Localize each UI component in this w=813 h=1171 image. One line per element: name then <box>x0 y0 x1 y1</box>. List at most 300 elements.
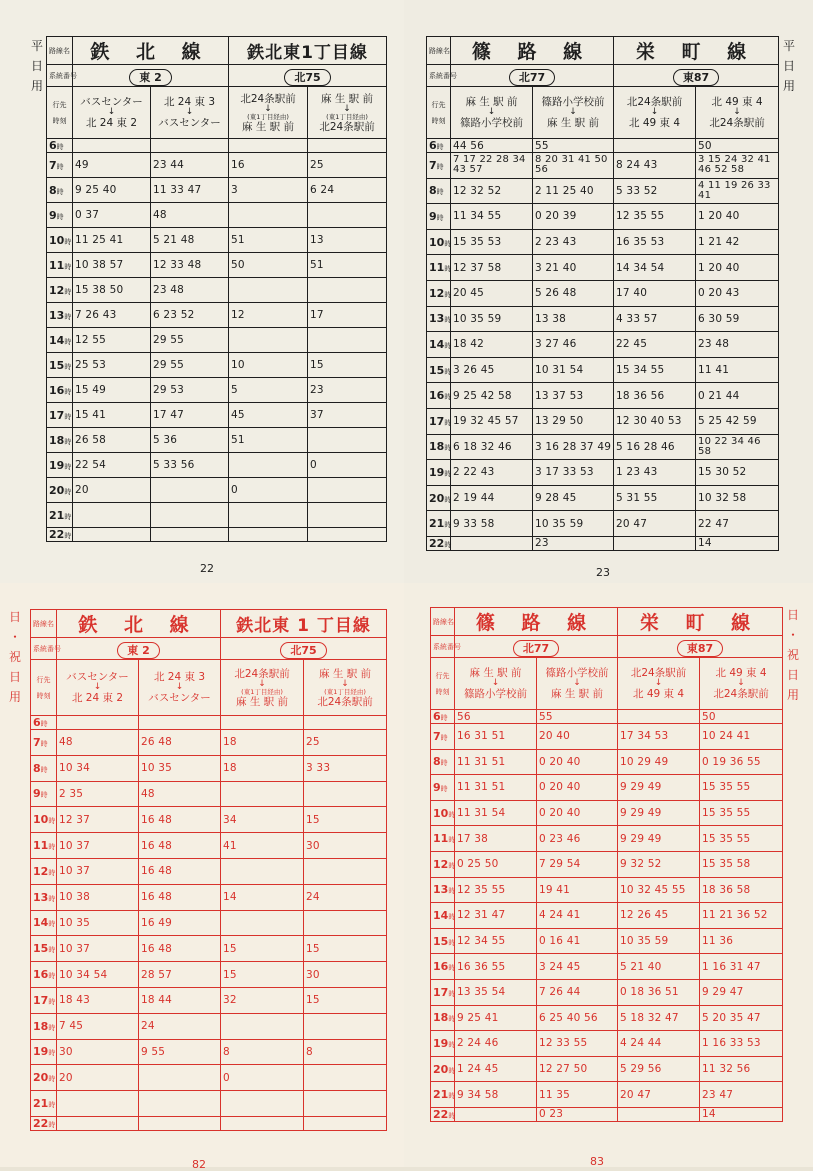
hour-value: 9 <box>429 209 437 223</box>
departure-minutes: 15 38 50 <box>73 278 151 303</box>
departure-minutes: 19 32 45 57 <box>451 408 533 434</box>
hour-value: 16 <box>433 960 449 974</box>
timetable-grid <box>30 609 387 1131</box>
departure-minutes: 11 31 51 <box>455 749 537 775</box>
hour-suffix: 時 <box>444 367 452 376</box>
departure-minutes <box>151 478 229 503</box>
departure-minutes: 12 <box>229 303 308 328</box>
hour-value: 13 <box>49 308 65 322</box>
hour-cell <box>427 229 451 255</box>
hour-value: 11 <box>433 832 449 846</box>
departure-minutes: 34 <box>221 807 304 833</box>
dest-from: 麻 生 駅 前 <box>321 92 374 105</box>
hour-row <box>31 858 387 884</box>
hour-suffix: 時 <box>64 487 72 496</box>
hour-cell <box>31 1091 57 1117</box>
departure-minutes <box>73 503 151 528</box>
departure-minutes: 3 17 33 53 <box>533 460 614 486</box>
hour-cell <box>47 203 73 228</box>
hour-suffix: 時 <box>56 162 64 171</box>
hour-value: 7 <box>429 158 437 172</box>
hour-suffix: 時 <box>48 946 56 955</box>
hour-row <box>427 408 779 434</box>
hour-value: 11 <box>33 839 49 853</box>
hour-cell <box>431 775 455 801</box>
dest-to: 北24条駅前 <box>713 688 769 700</box>
departure-minutes: 11 25 41 <box>73 228 151 253</box>
line-name: 篠 路 線 <box>455 608 618 636</box>
departure-minutes: 15 34 55 <box>614 357 696 383</box>
hour-rows <box>427 139 779 551</box>
departure-minutes: 20 <box>73 478 151 503</box>
departure-minutes: 10 35 59 <box>618 928 700 954</box>
departure-minutes: 15 <box>221 936 304 962</box>
hour-suffix: 時 <box>436 143 444 151</box>
hour-suffix: 時 <box>440 733 448 742</box>
hour-suffix: 時 <box>440 784 448 793</box>
departure-minutes <box>221 781 304 807</box>
departure-minutes: 11 31 51 <box>455 775 537 801</box>
departure-minutes: 10 32 58 <box>696 485 779 511</box>
departure-minutes: 12 35 55 <box>455 877 537 903</box>
departure-minutes: 5 21 40 <box>618 954 700 980</box>
hour-value: 14 <box>33 916 49 930</box>
timetable-page-82 <box>0 583 404 1171</box>
hour-rows <box>31 716 387 1131</box>
hour-suffix: 時 <box>64 287 72 296</box>
departure-minutes: 8 <box>221 1039 304 1065</box>
line-name: 栄 町 線 <box>618 608 783 636</box>
hour-value: 20 <box>429 491 445 505</box>
direction-cell <box>308 87 387 139</box>
hour-value: 12 <box>433 857 449 871</box>
departure-minutes: 3 <box>229 178 308 203</box>
departure-minutes: 15 <box>304 936 387 962</box>
departure-minutes: 13 38 <box>533 306 614 332</box>
hour-suffix: 時 <box>48 1049 56 1058</box>
hour-suffix: 時 <box>440 714 448 722</box>
dest-from: バスセンター <box>80 96 143 108</box>
hour-cell <box>47 178 73 203</box>
direction-time-label <box>47 87 73 139</box>
hour-suffix: 時 <box>444 265 452 274</box>
departure-minutes: 3 15 24 32 41 46 52 58 <box>696 153 779 179</box>
hour-cell <box>431 724 455 750</box>
departure-minutes: 18 <box>221 755 304 781</box>
departure-minutes: 26 48 <box>139 730 221 756</box>
departure-minutes: 17 34 53 <box>618 724 700 750</box>
side-label-char: ・ <box>786 628 799 642</box>
side-label <box>30 36 44 96</box>
hour-row <box>31 1091 387 1117</box>
hour-value: 17 <box>49 408 65 422</box>
arrow-down-icon: ↓ <box>487 107 496 117</box>
arrow-down-icon: ↓ <box>573 678 581 688</box>
line-name: 鉄 北 線 <box>57 610 221 638</box>
dest-from: 麻 生 駅 前 <box>465 96 518 108</box>
hour-value: 11 <box>49 258 65 272</box>
line-name-label: 路線名 <box>47 37 73 65</box>
hour-cell <box>31 807 57 833</box>
departure-minutes: 26 58 <box>73 428 151 453</box>
hour-value: 6 <box>33 716 41 729</box>
departure-minutes <box>308 203 387 228</box>
departure-minutes: 12 31 47 <box>455 903 537 929</box>
hour-suffix: 時 <box>448 861 456 870</box>
hour-suffix: 時 <box>64 312 72 321</box>
departure-minutes <box>229 203 308 228</box>
departure-minutes: 20 40 <box>537 724 618 750</box>
departure-minutes: 9 25 41 <box>455 1005 537 1031</box>
departure-minutes: 12 34 55 <box>455 928 537 954</box>
hour-suffix: 時 <box>444 521 452 530</box>
hour-value: 19 <box>33 1045 49 1059</box>
departure-minutes: 18 36 58 <box>700 877 783 903</box>
departure-minutes: 15 35 55 <box>700 826 783 852</box>
departure-minutes: 30 <box>304 833 387 859</box>
departure-minutes: 9 29 47 <box>700 979 783 1005</box>
departure-minutes: 16 35 53 <box>614 229 696 255</box>
departure-minutes: 17 38 <box>455 826 537 852</box>
direction-cell <box>139 660 221 716</box>
route-cell <box>229 65 387 87</box>
hour-value: 17 <box>33 993 49 1007</box>
departure-minutes <box>229 528 308 542</box>
departure-minutes: 6 23 52 <box>151 303 229 328</box>
departure-minutes: 8 <box>304 1039 387 1065</box>
hour-suffix: 時 <box>40 720 48 728</box>
hour-suffix: 時 <box>48 1120 56 1129</box>
departure-minutes: 49 <box>73 153 151 178</box>
header-line-row <box>427 37 779 65</box>
hour-suffix: 時 <box>64 532 72 540</box>
hour-suffix: 時 <box>64 362 72 371</box>
departure-minutes: 14 <box>696 536 779 550</box>
departure-minutes: 14 <box>221 884 304 910</box>
hour-row <box>31 1039 387 1065</box>
line-name: 篠 路 線 <box>451 37 614 65</box>
route-number-label: 系統番号 <box>427 65 451 87</box>
departure-minutes: 12 32 52 <box>451 178 533 204</box>
departure-minutes: 50 <box>696 139 779 153</box>
hour-row <box>31 936 387 962</box>
hour-suffix: 時 <box>444 495 452 504</box>
dest-to: 篠路小学校前 <box>460 117 523 129</box>
route-cell <box>614 65 779 87</box>
side-label-char: 祝 <box>786 648 799 662</box>
departure-minutes: 16 49 <box>139 910 221 936</box>
hour-suffix: 時 <box>64 437 72 446</box>
departure-minutes: 0 <box>229 478 308 503</box>
departure-minutes: 12 55 <box>73 328 151 353</box>
departure-minutes: 10 37 <box>57 936 139 962</box>
departure-minutes: 2 19 44 <box>451 485 533 511</box>
dest-from: 北24条駅前 <box>630 667 687 679</box>
departure-minutes: 0 23 46 <box>537 826 618 852</box>
hour-cell <box>47 353 73 378</box>
side-label-char: 用 <box>30 79 43 93</box>
hour-row <box>31 755 387 781</box>
hour-suffix: 時 <box>448 989 456 998</box>
route-cell <box>618 636 783 658</box>
departure-minutes: 1 16 31 47 <box>700 954 783 980</box>
hour-suffix: 時 <box>448 938 456 947</box>
hour-cell <box>47 478 73 503</box>
departure-minutes: 30 <box>304 962 387 988</box>
departure-minutes <box>308 428 387 453</box>
hour-cell <box>31 781 57 807</box>
departure-minutes: 3 21 40 <box>533 255 614 281</box>
route-badge: 北77 <box>513 640 559 657</box>
departure-minutes: 0 25 50 <box>455 851 537 877</box>
hour-row <box>47 303 387 328</box>
hour-suffix: 時 <box>444 316 452 325</box>
departure-minutes: 0 20 40 <box>537 800 618 826</box>
hour-suffix: 時 <box>448 1066 456 1075</box>
departure-minutes <box>304 1091 387 1117</box>
departure-minutes: 3 33 <box>304 755 387 781</box>
departure-minutes: 23 44 <box>151 153 229 178</box>
line-name: 栄 町 線 <box>614 37 779 65</box>
header-direction-row <box>427 87 779 139</box>
hour-row <box>31 781 387 807</box>
departure-minutes: 13 37 53 <box>533 383 614 409</box>
departure-minutes: 1 16 33 53 <box>700 1031 783 1057</box>
hour-row <box>47 278 387 303</box>
departure-minutes: 48 <box>139 781 221 807</box>
hour-value: 10 <box>33 813 49 827</box>
departure-minutes: 11 21 36 52 <box>700 903 783 929</box>
side-label-char: 平 <box>30 39 43 53</box>
hour-cell <box>427 332 451 358</box>
hour-suffix: 時 <box>448 1040 456 1049</box>
hour-cell <box>427 408 451 434</box>
departure-minutes: 16 48 <box>139 833 221 859</box>
departure-minutes <box>229 503 308 528</box>
departure-minutes <box>139 1091 221 1117</box>
time-label: 時刻 <box>36 691 51 700</box>
hour-cell <box>427 139 451 153</box>
hour-value: 18 <box>429 440 445 454</box>
departure-minutes: 11 33 47 <box>151 178 229 203</box>
side-label <box>8 607 22 707</box>
departure-minutes: 18 42 <box>451 332 533 358</box>
departure-minutes: 9 34 58 <box>455 1082 537 1108</box>
side-label-char: ・ <box>8 630 21 644</box>
departure-minutes: 15 41 <box>73 403 151 428</box>
hour-value: 7 <box>433 729 441 743</box>
hour-suffix: 時 <box>40 739 48 748</box>
hour-row <box>431 800 783 826</box>
line-name-label: 路線名 <box>427 37 451 65</box>
departure-minutes: 10 37 <box>57 858 139 884</box>
departure-minutes: 12 30 40 53 <box>614 408 696 434</box>
header-route-row <box>31 638 387 660</box>
hour-cell <box>47 428 73 453</box>
departure-minutes: 20 <box>57 1065 139 1091</box>
hour-cell <box>431 903 455 929</box>
dest-to: 北 49 東 4 <box>628 117 681 129</box>
hour-cell <box>431 979 455 1005</box>
route-number-label: 系統番号 <box>47 65 73 87</box>
departure-minutes: 16 48 <box>139 936 221 962</box>
departure-minutes <box>308 278 387 303</box>
hour-value: 9 <box>433 780 441 794</box>
departure-minutes: 12 37 58 <box>451 255 533 281</box>
hour-row <box>427 139 779 153</box>
departure-minutes: 1 21 42 <box>696 229 779 255</box>
hour-cell <box>427 511 451 537</box>
dest-to: バスセンター <box>158 117 221 129</box>
hour-cell <box>431 1107 455 1121</box>
hour-row <box>427 229 779 255</box>
dest-from: 麻 生 駅 前 <box>319 667 372 680</box>
dest-to: 北24条駅前 <box>709 117 765 129</box>
hour-cell <box>31 910 57 936</box>
hour-value: 8 <box>33 761 41 775</box>
departure-minutes <box>221 1091 304 1117</box>
hour-row <box>431 1056 783 1082</box>
departure-minutes: 55 <box>533 139 614 153</box>
hour-value: 10 <box>433 806 449 820</box>
direction-label: 行先 <box>431 100 446 109</box>
time-label: 時刻 <box>52 116 67 125</box>
hour-row <box>427 332 779 358</box>
hour-row <box>431 979 783 1005</box>
dest-via: (東1丁目経由) <box>247 112 289 121</box>
direction-time-label <box>427 87 451 139</box>
route-badge: 東 2 <box>117 642 159 659</box>
departure-minutes: 50 <box>229 253 308 278</box>
departure-minutes: 48 <box>57 730 139 756</box>
hour-cell <box>47 528 73 542</box>
departure-minutes: 11 31 54 <box>455 800 537 826</box>
arrow-down-icon: ↓ <box>650 107 659 117</box>
hour-cell <box>47 153 73 178</box>
time-label: 時刻 <box>435 687 450 696</box>
departure-minutes <box>229 453 308 478</box>
departure-minutes: 12 27 50 <box>537 1056 618 1082</box>
departure-minutes: 55 <box>537 710 618 724</box>
hour-value: 19 <box>429 465 445 479</box>
departure-minutes: 9 55 <box>139 1039 221 1065</box>
dest-to: 麻 生 駅 前 <box>242 120 295 133</box>
hour-value: 8 <box>433 755 441 769</box>
departure-minutes <box>308 139 387 153</box>
hour-value: 21 <box>33 1097 49 1111</box>
hour-suffix: 時 <box>48 843 56 852</box>
hour-cell <box>431 749 455 775</box>
hour-cell <box>427 383 451 409</box>
departure-minutes <box>308 328 387 353</box>
departure-minutes: 5 21 48 <box>151 228 229 253</box>
hour-row <box>431 1082 783 1108</box>
route-number-label: 系統番号 <box>431 636 455 658</box>
hour-row <box>427 460 779 486</box>
hour-value: 7 <box>33 735 41 749</box>
direction-time-label <box>31 660 57 716</box>
hour-suffix: 時 <box>48 817 56 826</box>
hour-suffix: 時 <box>48 972 56 981</box>
hour-row <box>47 328 387 353</box>
hour-cell <box>431 800 455 826</box>
direction-time-label <box>431 658 455 710</box>
hour-row <box>427 485 779 511</box>
arrow-down-icon: ↓ <box>341 678 349 689</box>
hour-row <box>47 453 387 478</box>
hour-suffix: 時 <box>448 810 456 819</box>
departure-minutes <box>73 528 151 542</box>
departure-minutes <box>221 910 304 936</box>
departure-minutes: 15 35 55 <box>700 775 783 801</box>
hour-row <box>431 724 783 750</box>
side-label-char: 日 <box>30 59 43 73</box>
departure-minutes: 4 24 44 <box>618 1031 700 1057</box>
departure-minutes: 3 16 28 37 49 <box>533 434 614 460</box>
hour-value: 20 <box>433 1062 449 1076</box>
departure-minutes: 10 35 <box>139 755 221 781</box>
departure-minutes: 6 24 <box>308 178 387 203</box>
departure-minutes: 5 33 52 <box>614 178 696 204</box>
hour-cell <box>431 928 455 954</box>
departure-minutes: 15 49 <box>73 378 151 403</box>
route-badge: 東87 <box>677 640 723 657</box>
departure-minutes: 18 <box>221 730 304 756</box>
departure-minutes: 24 <box>304 884 387 910</box>
departure-minutes <box>304 858 387 884</box>
departure-minutes: 19 41 <box>537 877 618 903</box>
hour-row <box>31 807 387 833</box>
hour-cell <box>427 306 451 332</box>
hour-cell <box>47 228 73 253</box>
dest-from: 篠路小学校前 <box>545 667 609 679</box>
departure-minutes <box>221 1013 304 1039</box>
departure-minutes: 3 24 45 <box>537 954 618 980</box>
departure-minutes <box>308 503 387 528</box>
hour-row <box>31 884 387 910</box>
departure-minutes: 10 34 <box>57 755 139 781</box>
departure-minutes: 7 29 54 <box>537 851 618 877</box>
hour-value: 21 <box>433 1088 449 1102</box>
departure-minutes: 4 24 41 <box>537 903 618 929</box>
dest-to: 麻 生 駅 前 <box>236 695 289 708</box>
direction-cell <box>455 658 537 710</box>
side-label-char: 日 <box>8 610 21 624</box>
departure-minutes <box>308 528 387 542</box>
departure-minutes: 2 24 46 <box>455 1031 537 1057</box>
departure-minutes: 12 33 48 <box>151 253 229 278</box>
departure-minutes: 10 35 <box>57 910 139 936</box>
hour-suffix: 時 <box>444 393 452 402</box>
hour-suffix: 時 <box>448 887 456 896</box>
departure-minutes: 15 <box>304 987 387 1013</box>
departure-minutes: 10 35 59 <box>451 306 533 332</box>
hour-cell <box>427 255 451 281</box>
departure-minutes: 15 <box>308 353 387 378</box>
hour-cell <box>31 833 57 859</box>
departure-minutes: 5 20 35 47 <box>700 1005 783 1031</box>
departure-minutes: 15 35 58 <box>700 851 783 877</box>
departure-minutes: 0 16 41 <box>537 928 618 954</box>
hour-value: 17 <box>429 414 445 428</box>
hour-value: 15 <box>433 934 449 948</box>
page-number: 23 <box>596 566 610 579</box>
hour-suffix: 時 <box>444 418 452 427</box>
departure-minutes: 18 44 <box>139 987 221 1013</box>
hour-cell <box>47 253 73 278</box>
departure-minutes: 5 26 48 <box>533 280 614 306</box>
side-label-char: 用 <box>786 688 799 702</box>
